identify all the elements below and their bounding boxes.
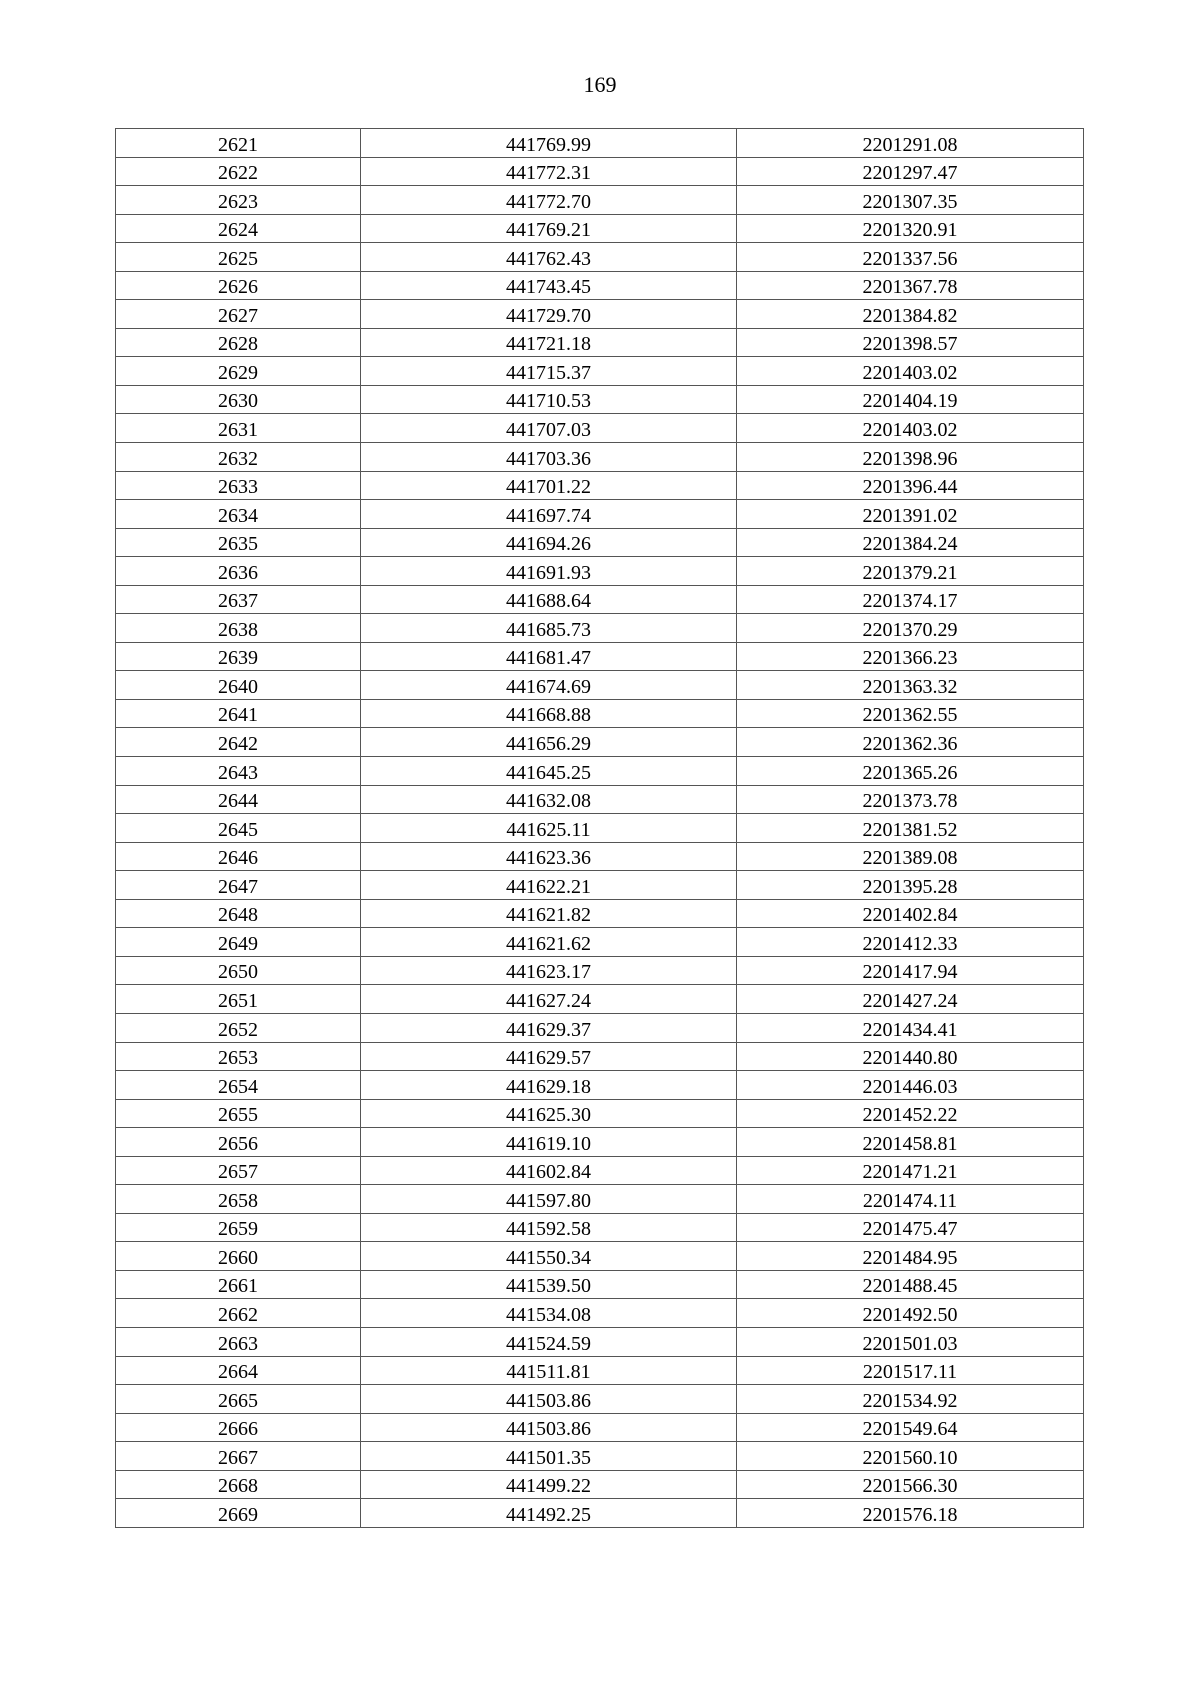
table-row [116, 899, 1084, 928]
table-row [116, 699, 1084, 728]
point-number-cell: 2638 [116, 614, 361, 643]
y-coordinate-cell: 2201402.84 [737, 899, 1084, 928]
point-number-cell: 2631 [116, 414, 361, 443]
point-number-cell: 2652 [116, 1013, 361, 1042]
point-number-cell: 2656 [116, 1128, 361, 1157]
x-coordinate-cell: 441701.22 [361, 471, 737, 500]
x-coordinate-cell: 441597.80 [361, 1185, 737, 1214]
point-number-cell: 2623 [116, 186, 361, 215]
x-coordinate-cell: 441629.18 [361, 1071, 737, 1100]
table-row [116, 271, 1084, 300]
table-row [116, 1242, 1084, 1271]
x-coordinate-cell: 441721.18 [361, 328, 737, 357]
y-coordinate-cell: 2201434.41 [737, 1013, 1084, 1042]
table-row [116, 842, 1084, 871]
point-number-cell: 2632 [116, 443, 361, 472]
table-row [116, 1213, 1084, 1242]
x-coordinate-cell: 441625.30 [361, 1099, 737, 1128]
point-number-cell: 2650 [116, 956, 361, 985]
x-coordinate-cell: 441681.47 [361, 642, 737, 671]
x-coordinate-cell: 441499.22 [361, 1470, 737, 1499]
x-coordinate-cell: 441772.31 [361, 157, 737, 186]
point-number-cell: 2624 [116, 214, 361, 243]
table-row [116, 414, 1084, 443]
x-coordinate-cell: 441629.57 [361, 1042, 737, 1071]
point-number-cell: 2637 [116, 585, 361, 614]
point-number-cell: 2645 [116, 814, 361, 843]
y-coordinate-cell: 2201396.44 [737, 471, 1084, 500]
y-coordinate-cell: 2201373.78 [737, 785, 1084, 814]
y-coordinate-cell: 2201484.95 [737, 1242, 1084, 1271]
y-coordinate-cell: 2201452.22 [737, 1099, 1084, 1128]
y-coordinate-cell: 2201363.32 [737, 671, 1084, 700]
table-row [116, 1156, 1084, 1185]
x-coordinate-cell: 441623.17 [361, 956, 737, 985]
point-number-cell: 2658 [116, 1185, 361, 1214]
table-row [116, 956, 1084, 985]
y-coordinate-cell: 2201391.02 [737, 500, 1084, 529]
table-row [116, 1185, 1084, 1214]
table-row [116, 1099, 1084, 1128]
y-coordinate-cell: 2201549.64 [737, 1413, 1084, 1442]
point-number-cell: 2630 [116, 385, 361, 414]
point-number-cell: 2662 [116, 1299, 361, 1328]
y-coordinate-cell: 2201427.24 [737, 985, 1084, 1014]
x-coordinate-cell: 441524.59 [361, 1327, 737, 1356]
point-number-cell: 2659 [116, 1213, 361, 1242]
point-number-cell: 2651 [116, 985, 361, 1014]
table-row [116, 443, 1084, 472]
table-row [116, 214, 1084, 243]
table-row [116, 614, 1084, 643]
table-row [116, 814, 1084, 843]
x-coordinate-cell: 441656.29 [361, 728, 737, 757]
x-coordinate-cell: 441625.11 [361, 814, 737, 843]
point-number-cell: 2642 [116, 728, 361, 757]
x-coordinate-cell: 441629.37 [361, 1013, 737, 1042]
x-coordinate-cell: 441645.25 [361, 757, 737, 786]
point-number-cell: 2628 [116, 328, 361, 357]
y-coordinate-cell: 2201365.26 [737, 757, 1084, 786]
table-row [116, 385, 1084, 414]
y-coordinate-cell: 2201384.24 [737, 528, 1084, 557]
y-coordinate-cell: 2201337.56 [737, 243, 1084, 272]
y-coordinate-cell: 2201389.08 [737, 842, 1084, 871]
point-number-cell: 2657 [116, 1156, 361, 1185]
x-coordinate-cell: 441621.82 [361, 899, 737, 928]
y-coordinate-cell: 2201458.81 [737, 1128, 1084, 1157]
table-row [116, 928, 1084, 957]
x-coordinate-cell: 441743.45 [361, 271, 737, 300]
table-row [116, 1299, 1084, 1328]
y-coordinate-cell: 2201384.82 [737, 300, 1084, 329]
point-number-cell: 2649 [116, 928, 361, 957]
table-row [116, 1071, 1084, 1100]
x-coordinate-cell: 441668.88 [361, 699, 737, 728]
y-coordinate-cell: 2201412.33 [737, 928, 1084, 957]
y-coordinate-cell: 2201398.57 [737, 328, 1084, 357]
x-coordinate-cell: 441621.62 [361, 928, 737, 957]
x-coordinate-cell: 441674.69 [361, 671, 737, 700]
x-coordinate-cell: 441592.58 [361, 1213, 737, 1242]
point-number-cell: 2653 [116, 1042, 361, 1071]
table-row [116, 1270, 1084, 1299]
point-number-cell: 2643 [116, 757, 361, 786]
table-row [116, 985, 1084, 1014]
table-row [116, 1042, 1084, 1071]
table-row [116, 528, 1084, 557]
point-number-cell: 2635 [116, 528, 361, 557]
y-coordinate-cell: 2201471.21 [737, 1156, 1084, 1185]
point-number-cell: 2646 [116, 842, 361, 871]
x-coordinate-cell: 441762.43 [361, 243, 737, 272]
x-coordinate-cell: 441769.21 [361, 214, 737, 243]
y-coordinate-cell: 2201488.45 [737, 1270, 1084, 1299]
point-number-cell: 2660 [116, 1242, 361, 1271]
table-row [116, 1128, 1084, 1157]
y-coordinate-cell: 2201501.03 [737, 1327, 1084, 1356]
table-row [116, 243, 1084, 272]
point-number-cell: 2622 [116, 157, 361, 186]
point-number-cell: 2655 [116, 1099, 361, 1128]
y-coordinate-cell: 2201381.52 [737, 814, 1084, 843]
x-coordinate-cell: 441503.86 [361, 1385, 737, 1414]
y-coordinate-cell: 2201474.11 [737, 1185, 1084, 1214]
x-coordinate-cell: 441503.86 [361, 1413, 737, 1442]
table-row [116, 1499, 1084, 1528]
y-coordinate-cell: 2201379.21 [737, 557, 1084, 586]
table-row [116, 1356, 1084, 1385]
point-number-cell: 2667 [116, 1442, 361, 1471]
point-number-cell: 2636 [116, 557, 361, 586]
point-number-cell: 2634 [116, 500, 361, 529]
table-row [116, 357, 1084, 386]
y-coordinate-cell: 2201370.29 [737, 614, 1084, 643]
x-coordinate-cell: 441710.53 [361, 385, 737, 414]
point-number-cell: 2626 [116, 271, 361, 300]
table-row [116, 642, 1084, 671]
y-coordinate-cell: 2201374.17 [737, 585, 1084, 614]
point-number-cell: 2633 [116, 471, 361, 500]
table-row [116, 471, 1084, 500]
table-row [116, 129, 1084, 158]
y-coordinate-cell: 2201440.80 [737, 1042, 1084, 1071]
x-coordinate-cell: 441715.37 [361, 357, 737, 386]
point-number-cell: 2663 [116, 1327, 361, 1356]
y-coordinate-cell: 2201417.94 [737, 956, 1084, 985]
point-number-cell: 2627 [116, 300, 361, 329]
point-number-cell: 2647 [116, 871, 361, 900]
coordinate-table-body [116, 129, 1084, 1528]
x-coordinate-cell: 441602.84 [361, 1156, 737, 1185]
x-coordinate-cell: 441632.08 [361, 785, 737, 814]
x-coordinate-cell: 441550.34 [361, 1242, 737, 1271]
y-coordinate-cell: 2201362.36 [737, 728, 1084, 757]
table-row [116, 671, 1084, 700]
y-coordinate-cell: 2201446.03 [737, 1071, 1084, 1100]
table-row [116, 186, 1084, 215]
point-number-cell: 2668 [116, 1470, 361, 1499]
y-coordinate-cell: 2201395.28 [737, 871, 1084, 900]
point-number-cell: 2666 [116, 1413, 361, 1442]
x-coordinate-cell: 441511.81 [361, 1356, 737, 1385]
table-row [116, 585, 1084, 614]
y-coordinate-cell: 2201367.78 [737, 271, 1084, 300]
y-coordinate-cell: 2201297.47 [737, 157, 1084, 186]
y-coordinate-cell: 2201307.35 [737, 186, 1084, 215]
x-coordinate-cell: 441501.35 [361, 1442, 737, 1471]
y-coordinate-cell: 2201576.18 [737, 1499, 1084, 1528]
y-coordinate-cell: 2201404.19 [737, 385, 1084, 414]
y-coordinate-cell: 2201291.08 [737, 129, 1084, 158]
y-coordinate-cell: 2201403.02 [737, 357, 1084, 386]
table-row [116, 757, 1084, 786]
table-row [116, 1013, 1084, 1042]
table-row [116, 1413, 1084, 1442]
point-number-cell: 2661 [116, 1270, 361, 1299]
table-row [116, 500, 1084, 529]
x-coordinate-cell: 441697.74 [361, 500, 737, 529]
table-row [116, 728, 1084, 757]
point-number-cell: 2648 [116, 899, 361, 928]
point-number-cell: 2640 [116, 671, 361, 700]
x-coordinate-cell: 441729.70 [361, 300, 737, 329]
point-number-cell: 2625 [116, 243, 361, 272]
point-number-cell: 2629 [116, 357, 361, 386]
x-coordinate-cell: 441622.21 [361, 871, 737, 900]
y-coordinate-cell: 2201475.47 [737, 1213, 1084, 1242]
x-coordinate-cell: 441534.08 [361, 1299, 737, 1328]
x-coordinate-cell: 441688.64 [361, 585, 737, 614]
y-coordinate-cell: 2201566.30 [737, 1470, 1084, 1499]
table-row [116, 557, 1084, 586]
y-coordinate-cell: 2201560.10 [737, 1442, 1084, 1471]
point-number-cell: 2639 [116, 642, 361, 671]
x-coordinate-cell: 441703.36 [361, 443, 737, 472]
point-number-cell: 2641 [116, 699, 361, 728]
page-number: 169 [583, 72, 617, 97]
x-coordinate-cell: 441627.24 [361, 985, 737, 1014]
y-coordinate-cell: 2201492.50 [737, 1299, 1084, 1328]
x-coordinate-cell: 441772.70 [361, 186, 737, 215]
table-row [116, 328, 1084, 357]
x-coordinate-cell: 441769.99 [361, 129, 737, 158]
point-number-cell: 2644 [116, 785, 361, 814]
point-number-cell: 2654 [116, 1071, 361, 1100]
y-coordinate-cell: 2201320.91 [737, 214, 1084, 243]
point-number-cell: 2669 [116, 1499, 361, 1528]
x-coordinate-cell: 441691.93 [361, 557, 737, 586]
y-coordinate-cell: 2201517.11 [737, 1356, 1084, 1385]
table-row [116, 1327, 1084, 1356]
y-coordinate-cell: 2201534.92 [737, 1385, 1084, 1414]
y-coordinate-cell: 2201398.96 [737, 443, 1084, 472]
y-coordinate-cell: 2201403.02 [737, 414, 1084, 443]
table-row [116, 1385, 1084, 1414]
coordinate-table [115, 128, 1084, 1528]
table-row [116, 785, 1084, 814]
table-row [116, 1442, 1084, 1471]
table-row [116, 157, 1084, 186]
x-coordinate-cell: 441623.36 [361, 842, 737, 871]
table-row [116, 1470, 1084, 1499]
x-coordinate-cell: 441685.73 [361, 614, 737, 643]
point-number-cell: 2621 [116, 129, 361, 158]
point-number-cell: 2664 [116, 1356, 361, 1385]
x-coordinate-cell: 441539.50 [361, 1270, 737, 1299]
point-number-cell: 2665 [116, 1385, 361, 1414]
y-coordinate-cell: 2201366.23 [737, 642, 1084, 671]
x-coordinate-cell: 441707.03 [361, 414, 737, 443]
x-coordinate-cell: 441619.10 [361, 1128, 737, 1157]
y-coordinate-cell: 2201362.55 [737, 699, 1084, 728]
table-row [116, 300, 1084, 329]
table-row [116, 871, 1084, 900]
x-coordinate-cell: 441694.26 [361, 528, 737, 557]
x-coordinate-cell: 441492.25 [361, 1499, 737, 1528]
